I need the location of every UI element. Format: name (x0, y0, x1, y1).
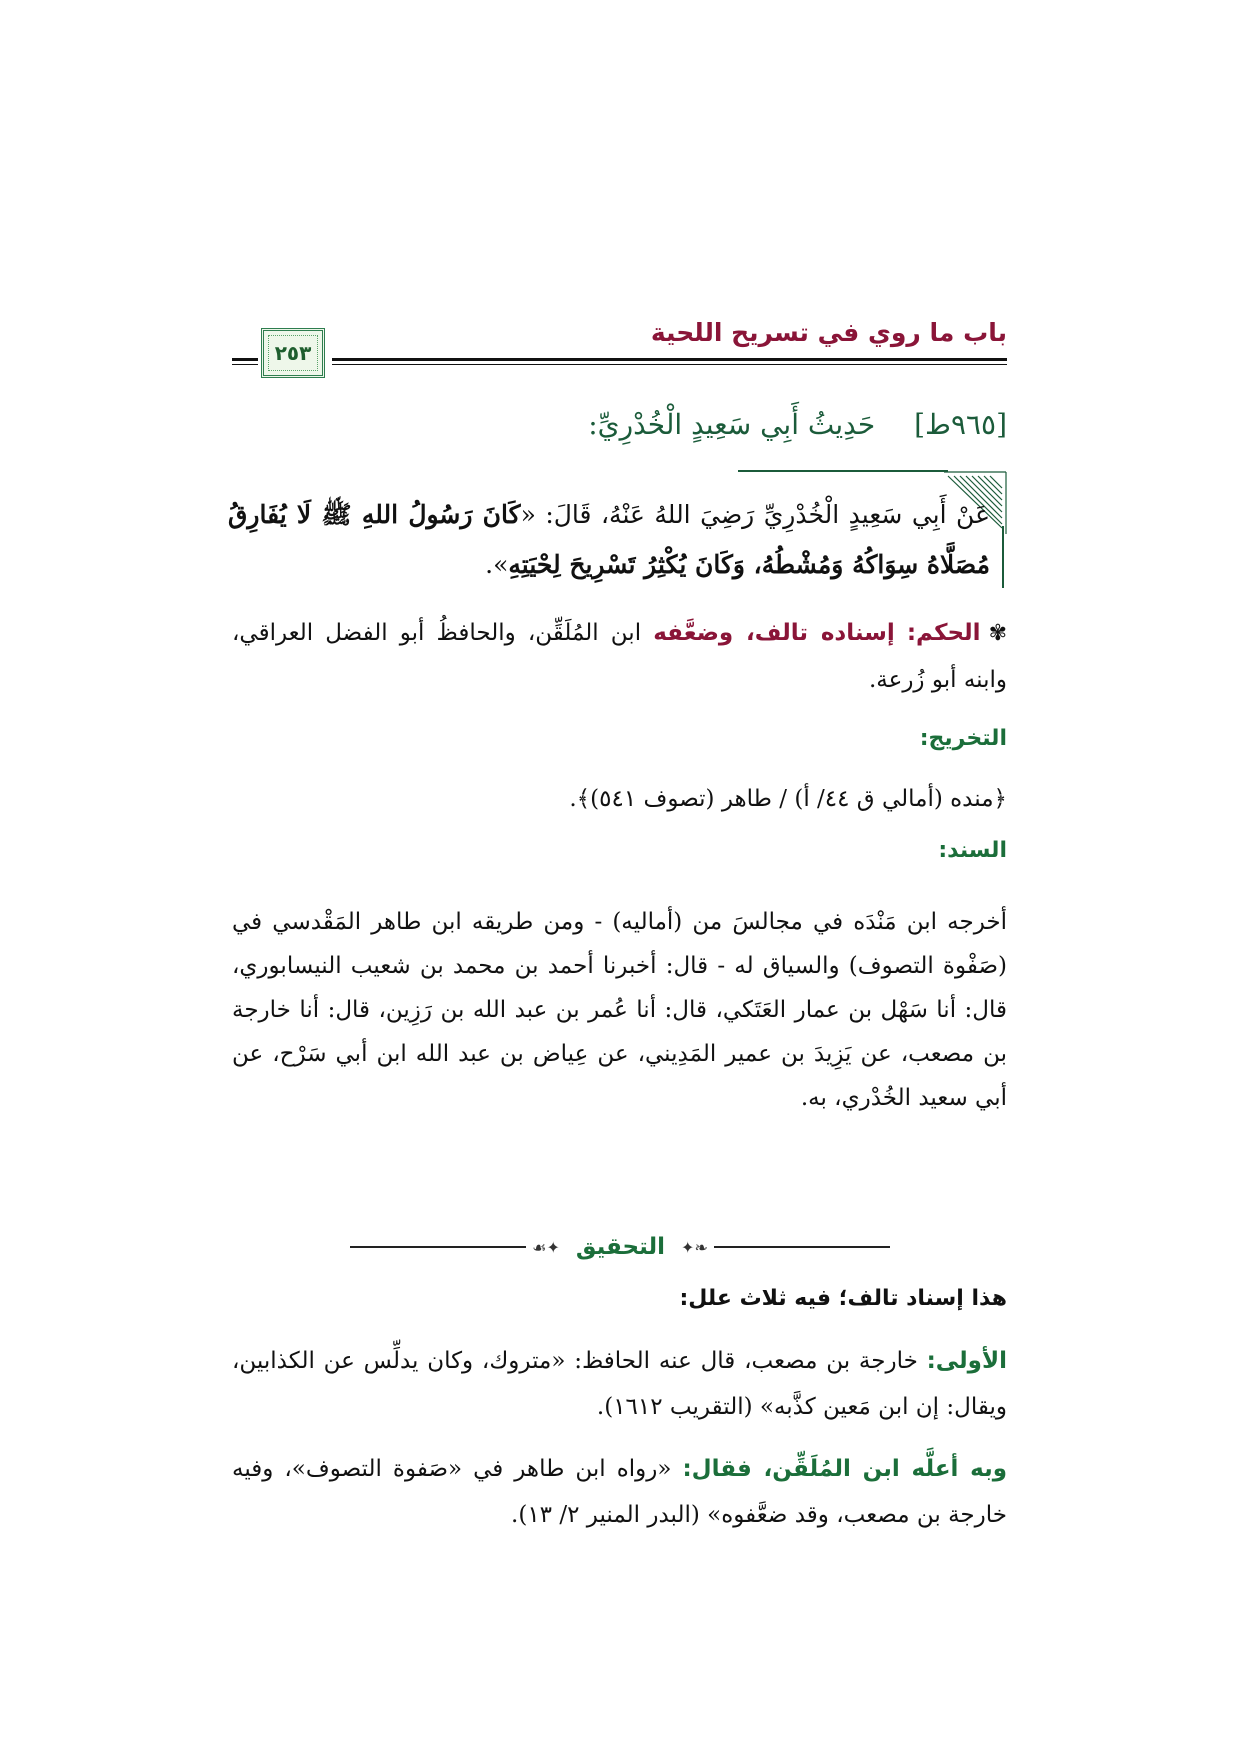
second-text: «رواه ابن طاهر في «صَفوة التصوف»، وفيه خارجة بن مصعب، وقد ضعَّفوه» (البدر المنير ٢/ ١٣). (232, 1456, 1007, 1528)
hadith-end: ». (485, 550, 509, 579)
page-header (232, 318, 1007, 388)
hadith-number: [٩٦٥ط] (914, 408, 1007, 441)
page-number-badge (261, 328, 325, 378)
takhrij-text: ﴿منده (أمالي ق ٤٤/ أ) / طاهر (تصوف ٥٤١)﴾. (569, 786, 1007, 812)
page-number: ٢٥٣ (274, 341, 312, 365)
sanad-label: السند: (938, 838, 1007, 863)
hadith-text (228, 490, 990, 590)
tahqiq-divider (350, 1232, 890, 1262)
chapter-title: باب ما روي في تسريح اللحية (650, 318, 1007, 347)
hadith-title: حَدِيثُ أَبِي سَعِيدٍ الْخُدْرِيِّ: (588, 408, 876, 441)
tahqiq-heading: التحقيق (575, 1234, 666, 1260)
header-rule (332, 358, 1007, 361)
box-top-line (738, 470, 948, 472)
takhrij-label: التخريج: (919, 726, 1007, 751)
header-rule-left-thin (232, 364, 258, 365)
ornament-icon: ❧✦ (681, 1237, 708, 1257)
hadith-box (228, 470, 1008, 588)
header-rule-thin (332, 364, 1007, 365)
divider-line-left (350, 1246, 526, 1248)
hadith-matn: كَانَ رَسُولُ اللهِ ﷺ لَا يُفَارِقُ مُصَلَّاهُ سِوَاكُهُ وَمُشْطُهُ، وَكَانَ يُكْثِرُ تَسْرِيحَ لِحْيَتِهِ (228, 500, 990, 579)
second-paragraph (232, 1446, 1007, 1538)
ruling-label: الحكم: (906, 620, 981, 646)
box-side-line (1002, 526, 1004, 588)
second-label: وبه أعلَّه ابن المُلَقِّن، فقال: (682, 1456, 1008, 1482)
tahqiq-intro: هذا إسناد تالف؛ فيه ثلاث علل: (679, 1286, 1007, 1311)
header-rule-left (232, 358, 258, 361)
ruling-verdict: إسناده تالف، وضعَّفه (653, 620, 895, 646)
hadith-heading (588, 408, 1007, 441)
first-label: الأولى: (926, 1348, 1007, 1374)
ruling-rest: ابن المُلَقِّن، والحافظُ أبو الفضل العراقي، وابنه أبو زُرعة. (232, 620, 1007, 693)
ornament-icon: ✦☙ (532, 1237, 560, 1257)
flower-bullet-icon: ✾ (988, 621, 1008, 646)
first-text: خارجة بن مصعب، قال عنه الحافظ: «متروك، وكان يدلِّس عن الكذابين، ويقال: إن ابن مَعين كذَّبه» (التقريب ١٦١٢). (232, 1348, 1007, 1420)
ruling-paragraph (232, 610, 1007, 703)
sanad-text: أخرجه ابن مَنْدَه في مجالسَ من (أماليه) - ومن طريقه ابن طاهر المَقْدسي في (صَفْوة التصوف) والسياق له - قال: أخبرنا أحمد بن محمد بن شعيب النيسابوري، قال: أنا سَهْل بن عمار العَتَكي، قال: أنا عُمر بن عبد الله بن رَزِين، قال: أنا خارجة بن مصعب، عن يَزِيدَ بن عمير المَدِيني، عن عِياض بن عبد الله ابن أبي سَرْح، عن أبي سعيد الخُدْري، به. (232, 909, 1007, 1111)
first-illness (232, 1338, 1007, 1430)
hadith-intro: عَنْ أَبِي سَعِيدٍ الْخُدْرِيِّ رَضِيَ اللهُ عَنْهُ، قَالَ: « (520, 500, 990, 529)
divider-line-right (714, 1246, 890, 1248)
